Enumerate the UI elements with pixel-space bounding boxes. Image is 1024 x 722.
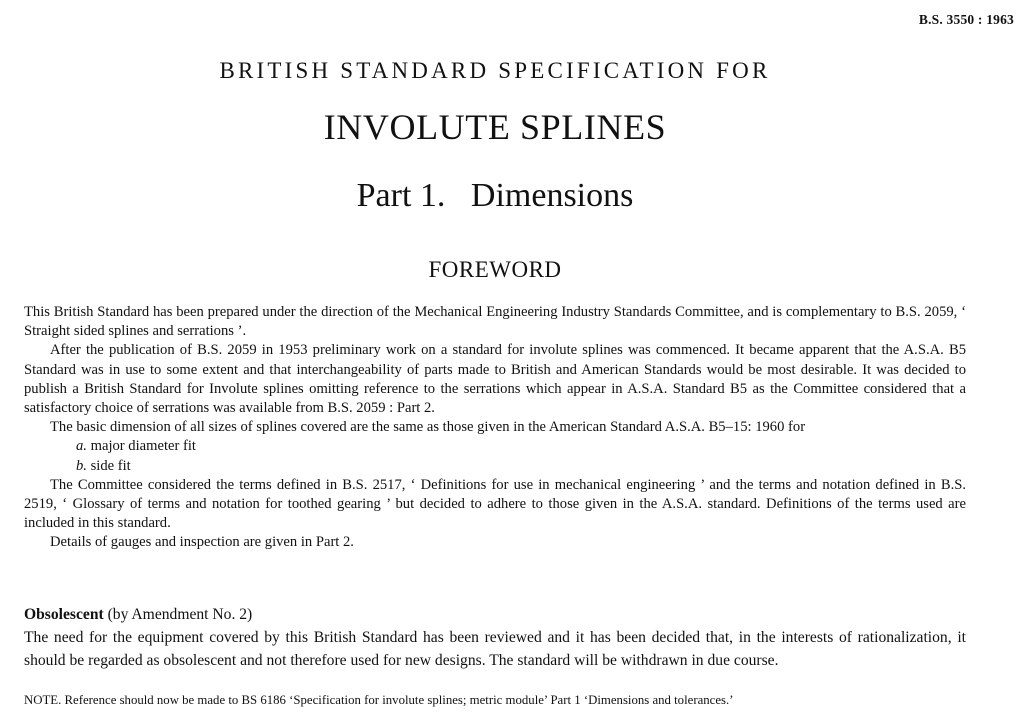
obsolescent-heading: Obsolescent <box>24 606 104 623</box>
reference-note: NOTE. Reference should now be made to BS 6186 ‘Specification for involute splines; metric module’ Part 1 ‘Dimensions and tolerances.’ <box>24 693 734 707</box>
standard-reference: B.S. 3550 : 1963 <box>918 12 1014 27</box>
obsolescent-section <box>24 603 966 672</box>
foreword-paragraph: After the publication of B.S. 2059 in 1953 preliminary work on a standard for involute splines was commenced. It became apparent that the A.S.A. B5 Standard was in use to some extent and that interchangeability of parts made to British and American Standards would be most desirable. It was decided to publish a British Standard for Involute splines omitting reference to the serrations which appear in A.S.A. Standard B5 as the Committee considered that a satisfactory choice of serrations was available from B.S. 2059 : Part 2. <box>24 342 966 417</box>
amendment-label: (by Amendment No. 2) <box>103 606 253 623</box>
foreword-body <box>24 303 966 553</box>
list-text: major diameter fit <box>90 438 196 455</box>
list-text: side fit <box>90 457 131 474</box>
specification-heading: BRITISH STANDARD SPECIFICATION FOR <box>219 58 771 83</box>
obsolescent-heading-line <box>24 603 966 626</box>
obsolescent-text: The need for the equipment covered by this British Standard has been reviewed and it has been decided that, in the interests of rationalization, it should be regarded as obsolescent and not therefore used for new designs. The standard will be withdrawn in due course. <box>24 629 966 669</box>
foreword-paragraph: Details of gauges and inspection are given in Part 2. <box>50 534 354 551</box>
foreword-heading: FOREWORD <box>428 257 562 282</box>
fit-list-item <box>24 437 966 456</box>
list-letter: a. <box>76 438 87 455</box>
main-title: INVOLUTE SPLINES <box>323 107 667 147</box>
fit-list-item <box>24 457 966 476</box>
foreword-paragraph: The basic dimension of all sizes of splines covered are the same as those given in the American Standard A.S.A. B5–15: 1960 for <box>50 419 806 436</box>
foreword-paragraph: The Committee considered the terms defined in B.S. 2517, ‘ Definitions for use in mechanical engineering ’ and the terms and notation defined in B.S. 2519, ‘ Glossary of terms and notation for toothed gearing ’ but decided to adhere to those given in the A.S.A. standard. Definitions of the terms used are included in this standard. <box>24 476 966 532</box>
foreword-paragraph: This British Standard has been prepared under the direction of the Mechanical Engineering Industry Standards Committee, and is complementary to B.S. 2059, ‘ Straight sided splines and serrations ’. <box>24 304 966 340</box>
part-title: Part 1. Dimensions <box>356 177 634 214</box>
list-letter: b. <box>76 457 87 474</box>
